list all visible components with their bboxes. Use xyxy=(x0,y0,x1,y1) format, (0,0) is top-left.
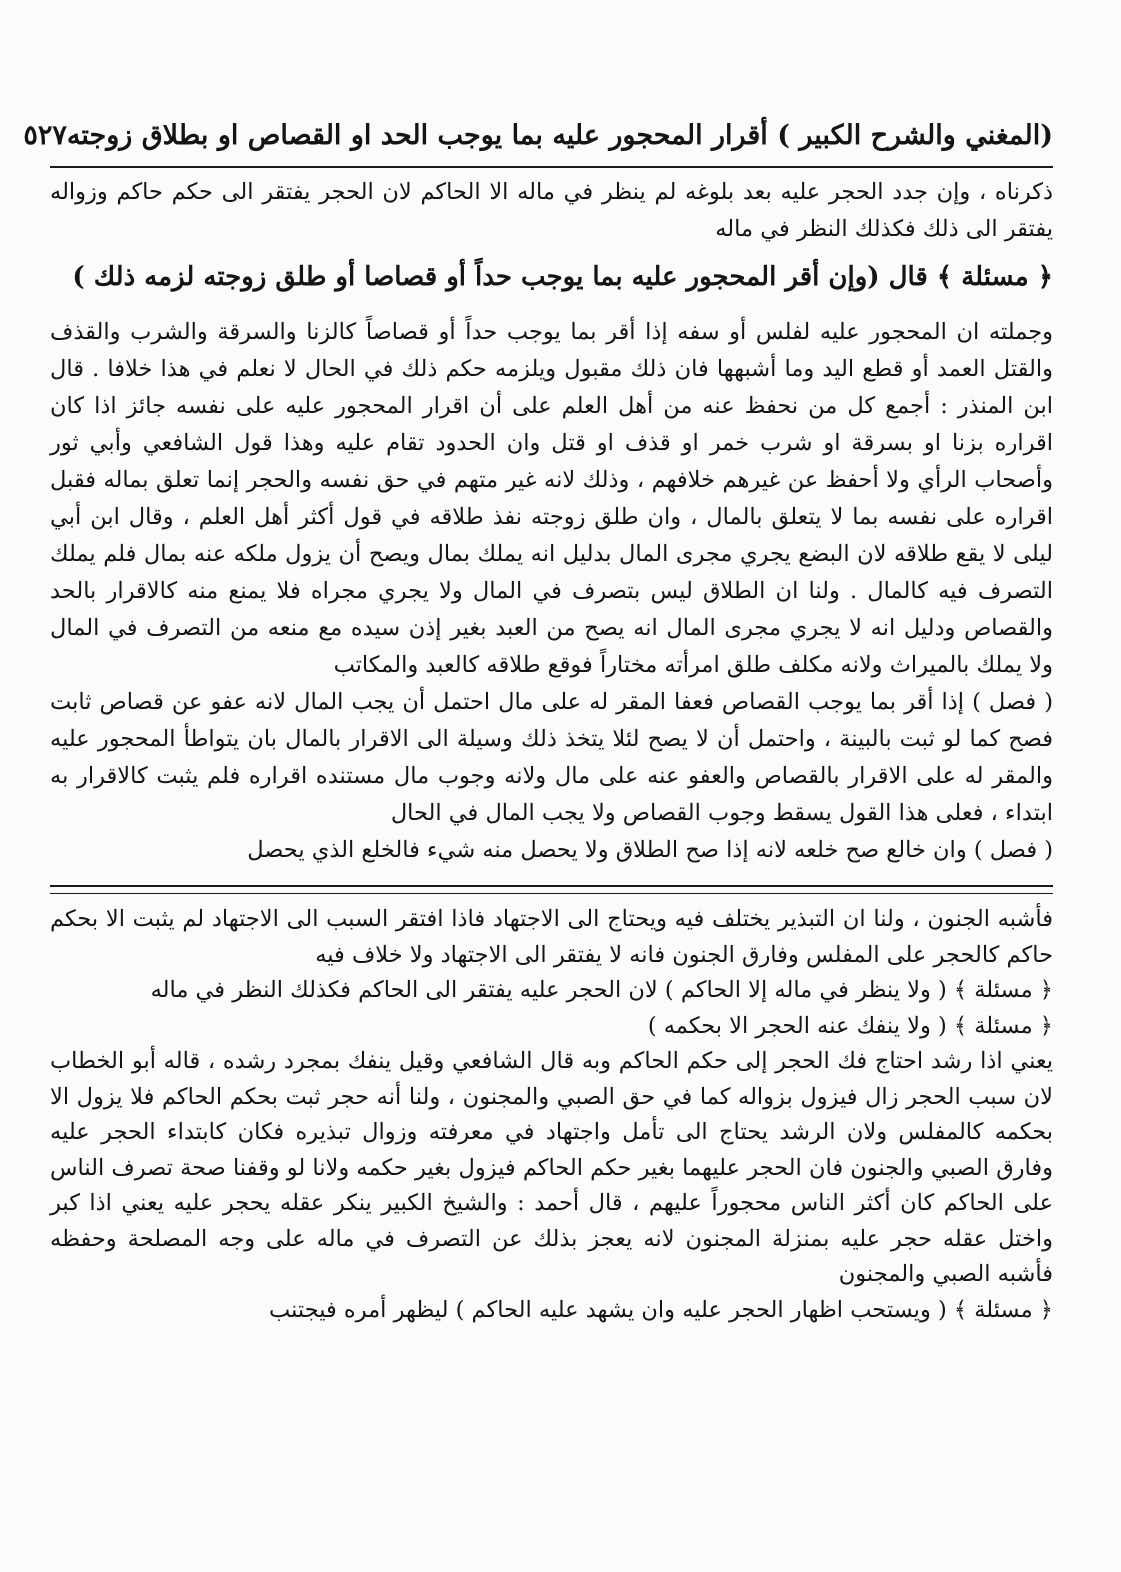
paragraph: وجملته ان المحجور عليه لفلس أو سفه إذا أقر بما يوجب حداً أو قصاصاً كالزنا والسرقة والشرب والقذف والقتل العمد أو قطع اليد وما أشبهها فان ذلك مقبول ويلزمه حكم ذلك في الحال لا نعلم في هذا خلافا . قال ابن المنذر : أجمع كل من نحفظ عنه من أهل العلم على أن اقرار المحجور عليه على نفسه جائز اذا كان اقراره بزنا او بسرقة او شرب خمر او قذف او قتل وان الحدود تقام عليه وهذا قول الشافعي وأبي ثور وأصحاب الرأي ولا أحفظ عن غيرهم خلافهم ، وذلك لانه غير متهم في حق نفسه والحجر إنما تعلق بماله فقبل اقراره على نفسه بما لا يتعلق بالمال ، وان طلق زوجته نفذ طلاقه في قول أكثر أهل العلم ، وقال ابن أبي ليلى لا يقع طلاقه لان البضع يجري مجرى المال بدليل انه يملك بمال ويصح أن يزول ملكه عنه بمال فلم يملك التصرف فيه كالمال . ولنا ان الطلاق ليس بتصرف في المال ولا يجري مجراه فلا يمنع منه كالاقرار بالحد والقصاص ودليل انه لا يجري مجرى المال انه يصح من العبد بغير إذن سيده مع منعه من التصرف في المال ولا يملك بالميراث ولانه مكلف طلق امرأته مختاراً فوقع طلاقه كالعبد والمكاتب xyxy=(50,319,1053,678)
paragraph: ذكرناه ، وإن جدد الحجر عليه بعد بلوغه لم ينظر في ماله الا الحاكم لان الحجر يفتقر الى حكم حاكم وزواله يفتقر الى ذلك فكذلك النظر في ماله xyxy=(50,179,1053,242)
running-header xyxy=(23,120,1053,164)
paragraph: ( فصل ) إذا أقر بما يوجب القصاص فعفا المقر له على مال احتمل أن يجب المال لانه عفو عن قصاص ثابت فصح كما لو ثبت بالبينة ، واحتمل أن لا يصح لئلا يتخذ ذلك وسيلة الى الاقرار بالمال بان يتواطأ المحجور عليه والمقر له على الاقرار بالقصاص والعفو عنه على مال ولانه وجوب مال مستنده اقراره فلم يثبت كالاقرار به ابتداء ، فعلى هذا القول يسقط وجوب القصاص ولا يجب المال في الحال xyxy=(50,689,1053,826)
page-number: ٥٢٧ xyxy=(23,120,67,151)
paragraph: يعني اذا رشد احتاج فك الحجر إلى حكم الحاكم وبه قال الشافعي وقيل ينفك بمجرد رشده ، قاله أبو الخطاب لان سبب الحجر زال فيزول بزواله كما في حق الصبي والمجنون ، ولنا أنه حجر ثبت بحكم الحاكم فلا يزول الا بحكمه كالمفلس ولان الرشد يحتاج الى تأمل واجتهاد في معرفته وزوال تبذيره فكان كابتداء الحجر عليه وفارق الصبي والجنون فان الحجر عليهما بغير حكم الحاكم فيزول بغير حكمه ولانا لو وقفنا صحة تصرف الناس على الحاكم كان أكثر الناس محجوراً عليهم ، قال أحمد : والشيخ الكبير ينكر عقله يحجر عليه يعني اذا كبر واختل عقله حجر عليه بمنزلة المجنون لانه يعجز بذلك عن التصرف في ماله على وجه المصلحة وحفظه فأشبه الصبي والمجنون xyxy=(50,1048,1053,1287)
running-title: (المغني والشرح الكبير ) أقرار المحجور عليه بما يوجب الحد او القصاص او بطلاق زوجته xyxy=(66,120,1053,151)
paragraph: ( فصل ) وان خالع صح خلعه لانه إذا صح الطلاق ولا يحصل منه شيء فالخلع الذي يحصل xyxy=(247,837,1053,863)
masala-line: ﴿ مسئلة ﴾ ( ويستحب اظهار الحجر عليه وان يشهد عليه الحاكم ) ليظهر أمره فيجتنب xyxy=(269,1296,1053,1323)
section-divider xyxy=(50,885,1053,894)
commentary-text xyxy=(50,902,1053,1328)
masala-line: ﴿ مسئلة ﴾ ( ولا ينفك عنه الحجر الا بحكمه ) xyxy=(647,1012,1053,1039)
masala-heading: ﴿ مسئلة ﴾ قال (وإن أقر المحجور عليه بما يوجب حداً أو قصاصا أو طلق زوجته لزمه ذلك ) xyxy=(72,262,1053,292)
main-text xyxy=(50,174,1053,869)
header-rule xyxy=(50,166,1053,168)
masala-line: ﴿ مسئلة ﴾ ( ولا ينظر في ماله إلا الحاكم ) لان الحجر عليه يفتقر الى الحاكم فكذلك النظر في ماله xyxy=(150,977,1053,1003)
paragraph: فأشبه الجنون ، ولنا ان التبذير يختلف فيه ويحتاج الى الاجتهاد فاذا افتقر السبب الى الاجتهاد لم يثبت الا بحكم حاكم كالحجر على المفلس وفارق الجنون فانه لا يفتقر الى الاجتهاد ولا خلاف فيه xyxy=(50,906,1053,968)
